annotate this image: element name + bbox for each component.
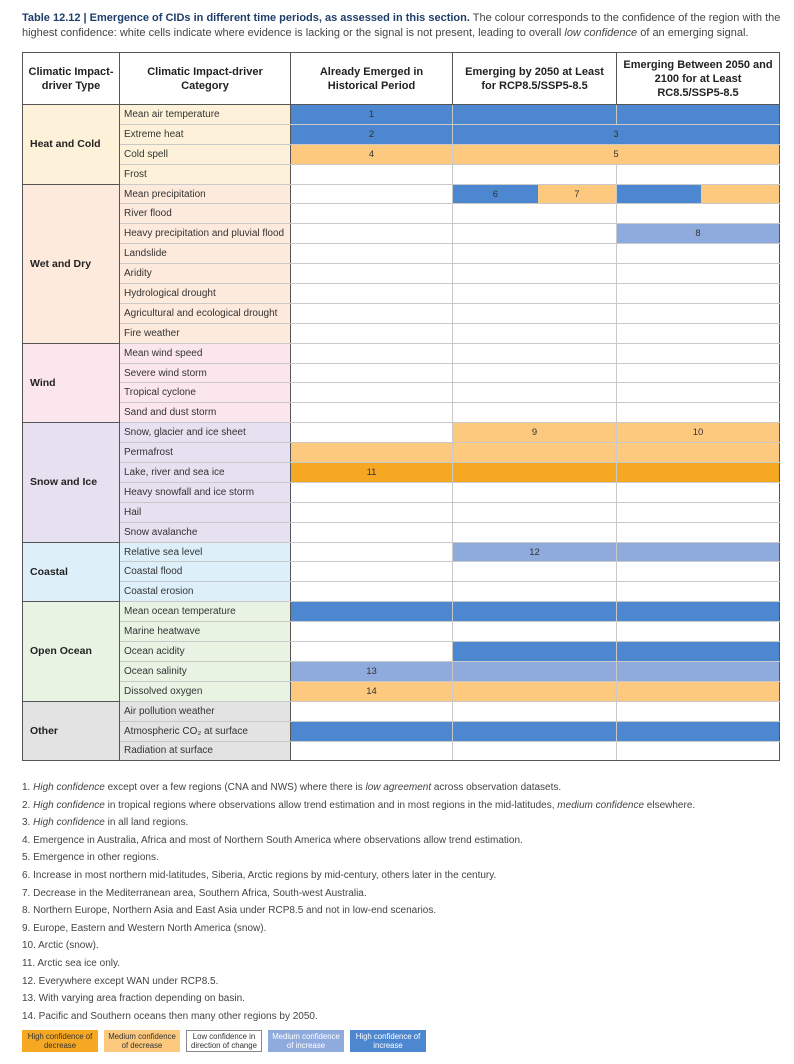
- confidence-cell: [291, 363, 453, 383]
- confidence-cell: [453, 423, 617, 443]
- confidence-cell: [291, 244, 453, 264]
- confidence-cell: [617, 284, 780, 304]
- table-row: [23, 542, 780, 562]
- confidence-cell: [291, 522, 453, 542]
- confidence-cell: [453, 502, 617, 522]
- confidence-cell: [617, 403, 780, 423]
- confidence-cell: [617, 642, 780, 662]
- confidence-cell: [291, 164, 453, 184]
- table-row: [23, 741, 780, 761]
- cid-category-label: Tropical cyclone: [120, 383, 291, 403]
- footnote: 12. Everywhere except WAN under RCP8.5.: [22, 975, 219, 987]
- table-row: [23, 363, 780, 383]
- footnote-ref: 10: [692, 427, 704, 439]
- confidence-cell: [291, 343, 453, 363]
- confidence-cell: [617, 661, 780, 681]
- confidence-cell: [291, 284, 453, 304]
- confidence-cell: [453, 443, 617, 463]
- table-row: [23, 522, 780, 542]
- cid-category-label: Marine heatwave: [120, 622, 291, 642]
- confidence-cell: [617, 164, 780, 184]
- header-row: [23, 53, 780, 105]
- cid-type-label: Open Ocean: [23, 602, 120, 701]
- confidence-cell: [291, 204, 453, 224]
- confidence-cell: [291, 502, 453, 522]
- confidence-cell: [291, 622, 453, 642]
- confidence-cell: [291, 721, 453, 741]
- confidence-cell: [453, 204, 617, 224]
- cid-category-label: Ocean salinity: [120, 661, 291, 681]
- footnote-ref: 11: [366, 466, 377, 478]
- table-row: [23, 502, 780, 522]
- confidence-cell: [617, 542, 780, 562]
- cid-category-label: Mean precipitation: [120, 184, 291, 204]
- legend-swatch: Medium confidence of increase: [268, 1030, 344, 1052]
- confidence-cell: [291, 443, 453, 463]
- cid-category-label: River flood: [120, 204, 291, 224]
- table-row: [23, 264, 780, 284]
- confidence-cell: [617, 105, 780, 125]
- cid-category-label: Ocean acidity: [120, 642, 291, 662]
- confidence-segment: [701, 185, 779, 204]
- confidence-cell: [453, 721, 617, 741]
- table-row: [23, 343, 780, 363]
- table-row: [23, 463, 780, 483]
- confidence-cell: [453, 184, 617, 204]
- confidence-cell: [453, 602, 617, 622]
- cid-category-label: Lake, river and sea ice: [120, 463, 291, 483]
- footnote-ref: 9: [531, 427, 538, 439]
- confidence-cell: [617, 244, 780, 264]
- table-row: [23, 582, 780, 602]
- cid-type-label: Heat and Cold: [23, 105, 120, 185]
- confidence-cell: [617, 502, 780, 522]
- footnote-ref: 8: [695, 228, 701, 240]
- table-row: [23, 105, 780, 125]
- confidence-cell: [453, 343, 617, 363]
- header-by2100: Emerging Between 2050 and 2100 for at Least RC8.5/SSP5-8.5: [617, 53, 780, 105]
- confidence-cell: [291, 124, 453, 144]
- footnote: 5. Emergence in other regions.: [22, 852, 159, 864]
- footnote: 7. Decrease in the Mediterranean area, Southern Africa, South-west Australia.: [22, 887, 367, 899]
- confidence-cell: [453, 284, 617, 304]
- footnote: 11. Arctic sea ice only.: [22, 957, 121, 969]
- table-row: [23, 423, 780, 443]
- footnote: 14. Pacific and Southern oceans then many other regions by 2050.: [22, 1010, 318, 1022]
- footnote: 4. Emergence in Australia, Africa and most of Northern South America where observations allow trend estimation.: [22, 834, 523, 846]
- footnotes: [22, 779, 782, 1025]
- table-title: Table 12.12 | Emergence of CIDs in different time periods, as assessed in this section.: [22, 12, 470, 24]
- table-row: [23, 562, 780, 582]
- confidence-cell: [453, 164, 617, 184]
- confidence-cell: [291, 323, 453, 343]
- footnote: 1. High confidence except over a few regions (CNA and NWS) where there is low agreement across observation datasets.: [22, 782, 562, 793]
- cid-category-label: Sand and dust storm: [120, 403, 291, 423]
- confidence-cell: [291, 403, 453, 423]
- footnote: 6. Increase in most northern mid-latitudes, Siberia, Arctic regions by mid-century, others later in the century.: [22, 869, 497, 881]
- confidence-segment: [617, 185, 701, 204]
- table-row: [23, 124, 780, 144]
- confidence-cell: [453, 383, 617, 403]
- confidence-cell: [291, 423, 453, 443]
- cid-category-label: Permafrost: [120, 443, 291, 463]
- table-row: [23, 284, 780, 304]
- cid-category-label: Frost: [120, 164, 291, 184]
- footnote: 13. With varying area fraction depending on basin.: [22, 993, 245, 1005]
- confidence-cell: [453, 244, 617, 264]
- confidence-cell: [291, 562, 453, 582]
- confidence-cell: [291, 681, 453, 701]
- confidence-cell: [291, 105, 453, 125]
- table-row: [23, 244, 780, 264]
- confidence-cell: [453, 224, 617, 244]
- cid-category-label: Radiation at surface: [120, 741, 291, 761]
- confidence-cell: [617, 343, 780, 363]
- confidence-cell: [291, 741, 453, 761]
- confidence-cell: [291, 463, 453, 483]
- table-row: [23, 701, 780, 721]
- table-row: [23, 204, 780, 224]
- table-row: [23, 721, 780, 741]
- footnote-ref: 7: [574, 188, 580, 200]
- confidence-cell: [453, 463, 617, 483]
- table-row: [23, 642, 780, 662]
- confidence-cell: [291, 542, 453, 562]
- table-row: [23, 383, 780, 403]
- footnote-ref: 4: [368, 148, 375, 160]
- confidence-cell: [291, 383, 453, 403]
- confidence-cell: [453, 622, 617, 642]
- confidence-cell: [617, 383, 780, 403]
- confidence-cell: [617, 323, 780, 343]
- confidence-cell: [453, 144, 780, 164]
- cid-category-label: Heavy snowfall and ice storm: [120, 482, 291, 502]
- footnote-ref: 6: [492, 188, 499, 200]
- confidence-cell: [291, 264, 453, 284]
- footnote: 9. Europe, Eastern and Western North America (snow).: [22, 922, 267, 934]
- cid-category-label: Snow avalanche: [120, 522, 291, 542]
- confidence-cell: [453, 542, 617, 562]
- cid-category-label: Cold spell: [120, 144, 291, 164]
- cid-category-label: Hail: [120, 502, 291, 522]
- caption-body: The colour corresponds to the confidence of the region with the highest confidence: white cells indicate where evidence is lacking or the signal is not present, leading to overall low confidence of an emerging signal.: [22, 12, 781, 39]
- confidence-cell: [453, 363, 617, 383]
- footnote-ref: 14: [366, 685, 377, 697]
- confidence-cell: [453, 681, 617, 701]
- confidence-cell: [617, 224, 780, 244]
- cid-emergence-table: [22, 52, 780, 761]
- legend-swatch: Low confidence in direction of change: [186, 1030, 262, 1052]
- confidence-cell: [617, 522, 780, 542]
- confidence-cell: [617, 562, 780, 582]
- footnote: 3. High confidence in all land regions.: [22, 817, 189, 829]
- confidence-cell: [453, 303, 617, 323]
- table-row: [23, 144, 780, 164]
- cid-type-label: Coastal: [23, 542, 120, 602]
- cid-category-label: Severe wind storm: [120, 363, 291, 383]
- confidence-cell: [617, 721, 780, 741]
- confidence-cell: [617, 602, 780, 622]
- table-row: [23, 403, 780, 423]
- confidence-cell: [453, 124, 780, 144]
- cid-category-label: Mean air temperature: [120, 105, 291, 125]
- confidence-cell: [617, 423, 780, 443]
- cid-category-label: Agricultural and ecological drought: [120, 303, 291, 323]
- table-row: [23, 184, 780, 204]
- cid-category-label: Coastal erosion: [120, 582, 291, 602]
- confidence-cell: [291, 184, 453, 204]
- confidence-cell: [291, 642, 453, 662]
- confidence-cell: [291, 303, 453, 323]
- footnote-ref: 2: [368, 128, 375, 140]
- confidence-cell: [617, 204, 780, 224]
- cid-category-label: Landslide: [120, 244, 291, 264]
- cid-type-label: Wind: [23, 343, 120, 423]
- cid-category-label: Heavy precipitation and pluvial flood: [120, 224, 291, 244]
- confidence-cell: [617, 443, 780, 463]
- confidence-cell: [617, 741, 780, 761]
- cid-category-label: Dissolved oxygen: [120, 681, 291, 701]
- cid-category-label: Mean ocean temperature: [120, 602, 291, 622]
- footnote-ref: 13: [366, 665, 377, 677]
- confidence-cell: [453, 403, 617, 423]
- confidence-legend: [22, 1030, 426, 1052]
- cid-category-label: Relative sea level: [120, 542, 291, 562]
- confidence-cell: [617, 622, 780, 642]
- table-row: [23, 622, 780, 642]
- legend-swatch: High confidence of increase: [350, 1030, 426, 1052]
- footnote: 10. Arctic (snow).: [22, 940, 99, 952]
- confidence-cell: [291, 582, 453, 602]
- legend-swatch: Medium confidence of decrease: [104, 1030, 180, 1052]
- confidence-cell: [453, 562, 617, 582]
- header-type: Climatic Impact-driver Type: [23, 53, 120, 105]
- footnote-ref: 5: [613, 148, 619, 160]
- cid-category-label: Coastal flood: [120, 562, 291, 582]
- confidence-cell: [453, 105, 617, 125]
- confidence-cell: [291, 701, 453, 721]
- cid-category-label: Extreme heat: [120, 124, 291, 144]
- confidence-cell: [453, 701, 617, 721]
- confidence-cell: [617, 482, 780, 502]
- footnote-ref: 1: [368, 108, 375, 120]
- table-row: [23, 681, 780, 701]
- confidence-cell: [617, 303, 780, 323]
- confidence-cell: [617, 681, 780, 701]
- confidence-cell: [291, 224, 453, 244]
- cid-category-label: Mean wind speed: [120, 343, 291, 363]
- confidence-cell: [617, 184, 780, 204]
- table-row: [23, 482, 780, 502]
- header-category: Climatic Impact-driver Category: [120, 53, 291, 105]
- cid-category-label: Hydrological drought: [120, 284, 291, 304]
- confidence-cell: [453, 482, 617, 502]
- confidence-cell: [291, 661, 453, 681]
- confidence-cell: [453, 661, 617, 681]
- cid-type-label: Other: [23, 701, 120, 761]
- confidence-cell: [291, 602, 453, 622]
- table-row: [23, 602, 780, 622]
- table-row: [23, 224, 780, 244]
- table-row: [23, 164, 780, 184]
- legend-swatch: High confidence of decrease: [22, 1030, 98, 1052]
- confidence-cell: [617, 363, 780, 383]
- confidence-cell: [453, 741, 617, 761]
- footnote: 2. High confidence in tropical regions where observations allow trend estimation and in most regions in the mid-latitudes, medium confidence elsewhere.: [22, 799, 696, 811]
- confidence-cell: [617, 463, 780, 483]
- cid-category-label: Air pollution weather: [120, 701, 291, 721]
- confidence-cell: [453, 522, 617, 542]
- header-by2050: Emerging by 2050 at Least for RCP8.5/SSP5-8.5: [453, 53, 617, 105]
- confidence-cell: [617, 701, 780, 721]
- confidence-cell: [453, 264, 617, 284]
- footnote-ref: 3: [613, 128, 619, 140]
- confidence-cell: [617, 264, 780, 284]
- confidence-cell: [453, 642, 617, 662]
- confidence-cell: [291, 482, 453, 502]
- footnote-ref: 12: [529, 546, 540, 558]
- cid-category-label: Aridity: [120, 264, 291, 284]
- header-historical: Already Emerged in Historical Period: [291, 53, 453, 105]
- table-row: [23, 303, 780, 323]
- table-row: [23, 323, 780, 343]
- confidence-cell: [617, 582, 780, 602]
- cid-type-label: Wet and Dry: [23, 184, 120, 343]
- cid-category-label: Atmospheric CO₂ at surface: [120, 721, 291, 741]
- confidence-cell: [453, 582, 617, 602]
- table-caption: [22, 11, 782, 41]
- cid-category-label: Snow, glacier and ice sheet: [120, 423, 291, 443]
- table-row: [23, 661, 780, 681]
- cid-category-label: Fire weather: [120, 323, 291, 343]
- footnote: 8. Northern Europe, Northern Asia and East Asia under RCP8.5 and not in low-end scenarios.: [22, 905, 437, 917]
- cid-type-label: Snow and Ice: [23, 423, 120, 542]
- table-body: [23, 105, 780, 761]
- confidence-cell: [453, 323, 617, 343]
- confidence-cell: [291, 144, 453, 164]
- table-row: [23, 443, 780, 463]
